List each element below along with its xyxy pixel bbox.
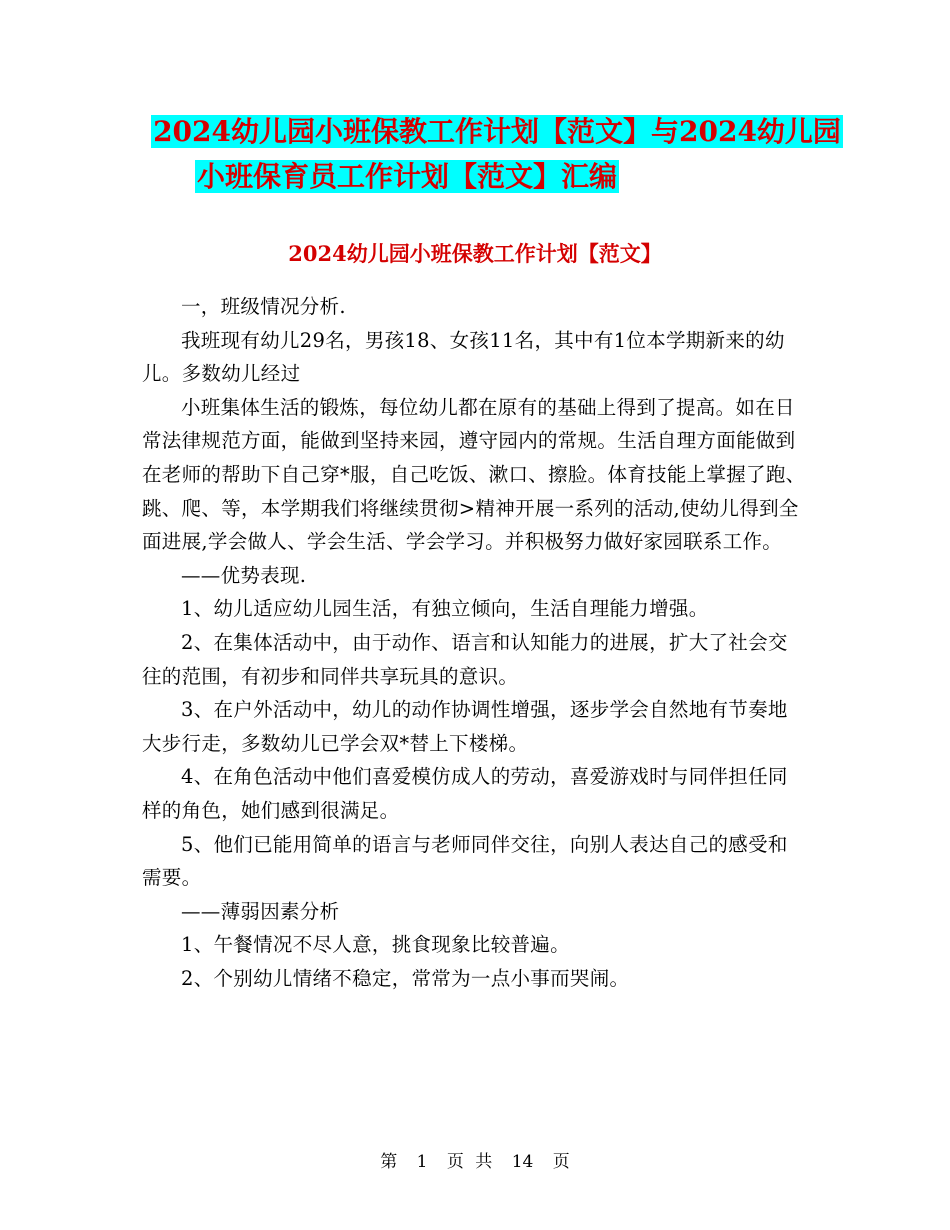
page-footer (0, 1150, 950, 1174)
section-title: 2024幼儿园小班保教工作计划【范文】 (288, 241, 662, 267)
paragraph: 2、个别幼儿情绪不稳定，常常为一点小事而哭闹。 (181, 966, 630, 990)
footer-prefix: 第 (380, 1152, 398, 1172)
footer-middle: 页 共 (446, 1152, 493, 1172)
footer-suffix: 页 (552, 1152, 570, 1172)
footer-page-number: 1 (416, 1152, 428, 1172)
body-text (142, 290, 807, 995)
title-highlight-1: 2024幼儿园小班保教工作计划【范文】与2024幼儿园 (153, 115, 841, 148)
paragraph: 1、午餐情况不尽人意，挑食现象比较普遍。 (181, 933, 570, 957)
paragraph: ——优势表现. (181, 563, 307, 587)
title-highlight-2: 小班保育员工作计划【范文】汇编 (196, 160, 617, 193)
paragraph: 一，班级情况分析. (181, 295, 346, 318)
paragraph: 小班集体生活的锻炼，每位幼儿都在原有的基础上得到了提高。如在日常法律规范方面，能做到坚持来园，遵守园内的常规。生活自理方面能做到在老师的帮助下自己穿*服，自己吃饭、漱口、擦脸。体育技能上掌握了跑、跳、爬、等，本学期我们将继续贯彻>精神开展一系列的活动,使幼儿得到全面进展,学会做人、学会生活、学会学习。并积极努力做好家园联系工作。 (142, 395, 806, 554)
document-title-line-1 (22, 110, 950, 154)
paragraph: 4、在角色活动中他们喜爱模仿成人的劳动，喜爱游戏时与同伴担任同样的角色，她们感到很满足。 (142, 765, 788, 822)
paragraph: 3、在户外活动中，幼儿的动作协调性增强，逐步学会自然地有节奏地大步行走，多数幼儿已学会双*替上下楼梯。 (142, 698, 788, 755)
paragraph: ——薄弱因素分析 (181, 899, 340, 923)
paragraph: 5、他们已能用简单的语言与老师同伴交往，向别人表达自己的感受和需要。 (142, 832, 788, 890)
paragraph: 我班现有幼儿29名，男孩18、女孩11名，其中有1位本学期新来的幼儿。多数幼儿经过 (142, 328, 785, 386)
document-title-line-2 (0, 155, 882, 199)
paragraph: 1、幼儿适应幼儿园生活，有独立倾向，生活自理能力增强。 (181, 597, 709, 621)
footer-total-pages: 14 (511, 1152, 534, 1172)
paragraph: 2、在集体活动中，由于动作、语言和认知能力的进展，扩大了社会交往的范围，有初步和同伴共享玩具的意识。 (142, 630, 788, 688)
